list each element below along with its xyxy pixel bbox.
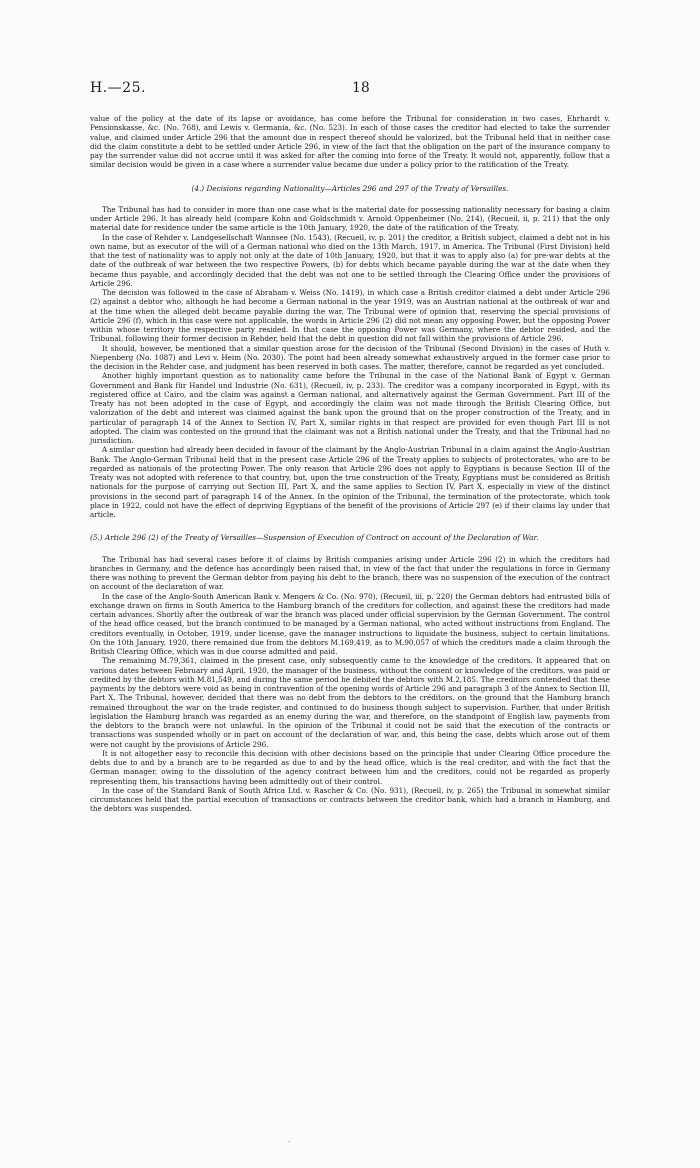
paragraph: The Tribunal has had to consider in more than one case what is the material date for possessing nationality necessary for basing a claim under Article 296. It has already held (compare Kohn and Goldschmidt v. Arnold Oppenheimer (No. 214), (Recueil, ii, p. 211) that the only material date for residence under the same article is the 10th January, 1920, the date of the ratification of the Treaty.	[90, 204, 610, 233]
paragraph: The decision was followed in the case of Abraham v. Weiss (No. 1419), in which case a British creditor claimed a debt under Article 296 (2) against a debtor who, although he had become a German national in the year 1919, was an Austrian national at the outbreak of war and at the time when the alleged debt became payable during the war. The Tribunal were of opinion that, reserving the special provisions of Article 296 (f), which in this case were not applicable, the words in Article 296 (2) did not mean any opposing Power, but the opposing Power within whose territory the respective party resided. In that case the opposing Power was Germany, where the debtor resided, and the Tribunal, following their former decision in Rehder, held that the debt in question did not fall within the provisions of Article 296.	[90, 288, 610, 344]
paragraph: It is not altogether easy to reconcile this decision with other decisions based on the principle that under Clearing Office procedure the debts due to and by a branch are to be regarded as due to and by the head office, which is the real creditor, and with the fact that the German manager, owing to the dissolution of the agency contract between him and the creditors, could not be regarded as properly representing them, his transactions having been admittedly out of their control.	[90, 748, 610, 786]
paragraph: The Tribunal has had several cases before it of claims by British companies arising under Article 296 (2) in which the creditors had branches in Germany, and the defence has accordingly been raised that, in view of the fact that under the regulations in force in Germany there was nothing to prevent the German debtor from paying his debt to the branch, there was no suspension of the execution of the contract on account of the declaration of war.	[90, 554, 610, 592]
paragraph: It should, however, be mentioned that a similar question arose for the decision of the Tribunal (Second Division) in the cases of Huth v. Niepenberg (No. 1087) and Levi v. Heim (No. 2030). The point had been already somewhat exhaustively argued in the former case prior to the decision in the Rehder case, and judgment has been reserved in both cases. The matter, therefore, cannot be regarded as yet concluded.	[90, 343, 610, 371]
paragraph: In the case of Rehder v. Landgesellschaft Wannsee (No. 1543), (Recueil, iv, p. 201) the creditor, a British subject, claimed a debt not in his own name, but as executor of the will of a German national who died on the 13th March, 1917, in America. The Tribunal (First Division) held that the test of nationality was to apply not only at the date of 10th January, 1920, but that it was to apply also (a) for pre-war debts at the date of the outbreak of war between the two respective Powers, (b) for debts which became payable during the war at the date when they became thus payable, and accordingly decided that the debt was not one to be settled through the Clearing Office under the provisions of Article 296.	[90, 232, 610, 288]
paragraph: value of the policy at the date of its lapse or avoidance, has come before the Tribunal for consideration in two cases, Ehrhardt v. Pensionskasse, &c. (No. 768), and Lewis v. Germania, &c. (No. 523). In each of those cases the creditor had elected to take the surrender value, and claimed under Article 296 that the amount due in respect thereof should be valorized, but the Tribunal held that in neither case did the claim constitute a debt to be settled under Article 296, in view of the fact that the obligation on the part of the insurance company to pay the surrender value did not accrue until it was asked for after the coming into force of the Treaty. It would not, apparently, follow that a similar decision would be given in a case where a surrender value became due under a policy prior to the ratification of the Treaty.	[90, 114, 610, 170]
paragraph: In the case of the Anglo-South American Bank v. Mengers & Co. (No. 970), (Recueil, iii, p. 220) the German debtors had entrusted bills of exchange drawn on firms in South America to the Hamburg branch of the creditors for collection, and against these the creditors had made certain advances. Shortly after the outbreak of war the branch was placed under official supervision by the German Government. The control of the head office ceased, but the branch continued to be managed by a German national, who acted without instructions from England. The creditors eventually, in October, 1919, under license, gave the manager instructions to liquidate the business, subject to certain limitations. On the 10th January, 1920, there remained due from the debtors M.169,419, as to M.90,057 of which the creditors made a claim through the British Clearing Office, which was in due course admitted and paid.	[90, 591, 610, 656]
page-number: 18	[352, 80, 370, 96]
paragraph: The remaining M.79,361, claimed in the present case, only subsequently came to the knowledge of the creditors. It appeared that on various dates between February and April, 1920, the manager of the business, without the consent or knowledge of the creditors, was paid or credited by the debtors with M.81,549, and during the same period he debited the debtors with M.2,185. The creditors contended that these payments by the debtors were void as being in contravention of the opening words of Article 296 and paragraph 3 of the Annex to Section III, Part X. The Tribunal, however, decided that there was no debt from the debtors to the créditors, on the ground that the Hamburg branch remained throughout the war on the trade register, and continued to do business though subject to supervision. Further, that under British legislation the Hamburg branch was regarded as an enemy during the war, and therefore, on the standpoint of English law, payments from the debtors to the branch were not unlawful. In the opinion of the Tribunal it could not be said that the execution of the contracts or transactions was suspended wholly or in part on account of the declaration of war, and, this being the case, debts which arose out of them were not caught by the provisions of Article 296.	[90, 656, 610, 749]
section-heading-suspension: (5.) Article 296 (2) of the Treaty of Versailles—Suspension of Execution of Contract on account of the Declaration of War.	[90, 533, 539, 543]
page-header	[90, 80, 610, 100]
document-reference: H.—25.	[90, 80, 146, 96]
section-heading-nationality: (4.) Decisions regarding Nationality—Articles 296 and 297 of the Treaty of Versailles.	[191, 183, 509, 193]
page-body	[90, 114, 610, 814]
scan-speck: ·	[288, 1138, 291, 1146]
paragraph: A similar question had already been decided in favour of the claimant by the Anglo-Austrian Tribunal in a claim against the Anglo-Austrian Bank. The Anglo-German Tribunal held that in the present case Article 296 of the Treaty applies to subjects of protectorates, who are to be regarded as nationals of the protecting Power. The only reason that Article 296 does not apply to Egyptians is because Section III of the Treaty was not adopted with reference to that country, but, upon the true construction of the Treaty, Egyptians must be considered as British nationals for the purpose of carrying out Section III, Part X, and the same applies to Section IV, Part X, especially in view of the distinct provisions in the second part of paragraph 14 of the Annex. In the opinion of the Tribunal, the termination of the protectorate, which took place in 1922, could not have the effect of depriving Egyptians of the benefit of the provisions of Article 297 (e) if their claims lay under that article.	[90, 445, 610, 519]
paragraph: Another highly important question as to nationality came before the Tribunal in the case of the National Bank of Egypt v. German Government and Bank für Handel und Industrie (No. 631), (Recueil, iv, p. 233). The creditor was a company incorporated in Egypt, with its registered office at Cairo, and the claim was against a German national, and alternatively against the German Government. Part III of the Treaty has not been adopted in the case of Egypt, and accordingly the claim was not made through the British Clearing Office, but valorization of the debt and interest was claimed against the bank upon the ground that on the proper construction of the Treaty, and in particular of paragraph 14 of the Annex to Section IV, Part X, similar rights in that respect are provided for even though Part III is not adopted. The claim was contested on the ground that the claimant was not a British national under the Treaty, and that the Tribunal had no jurisdiction.	[90, 371, 610, 445]
paragraph: In the case of the Standard Bank of South Africa Ltd. v. Rascher & Co. (No. 931), (Recueil, iv, p. 265) the Tribunal in somewhat similar circumstances held that the partial execution of transactions or contracts between the creditor bank, which had a branch in Hamburg, and the debtors was suspended.	[90, 785, 610, 814]
